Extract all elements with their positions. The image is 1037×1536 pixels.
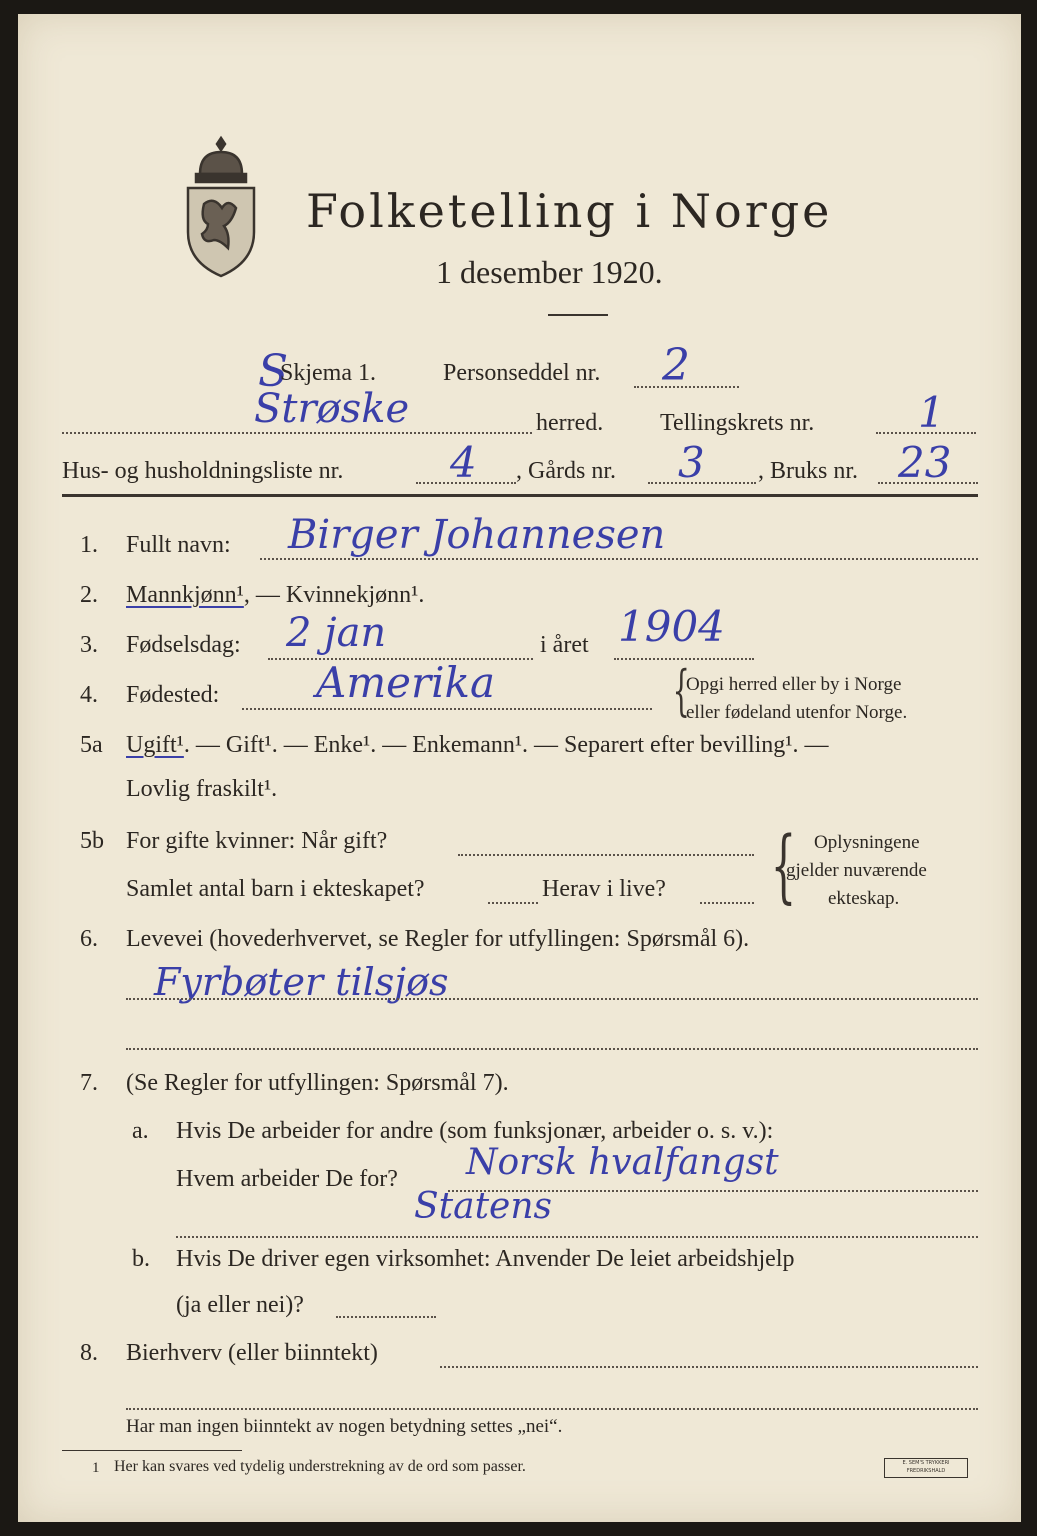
q6-value: Fyrbøter tilsjøs (154, 960, 449, 1004)
footnote-number: 1 (92, 1460, 100, 1476)
q5b-note-line2: gjelder nuværende (786, 860, 927, 881)
tellingskrets-value: 1 (918, 388, 945, 437)
q4-value: Amerika (316, 658, 496, 707)
q4-note-line2: eller fødeland utenfor Norge. (686, 702, 908, 723)
q8-label: Bierhverv (eller biinntekt) (126, 1340, 378, 1366)
q3-year-label: i året (540, 632, 589, 658)
q4-note-line1: Opgi herred eller by i Norge (686, 674, 902, 695)
q6-line1 (126, 998, 978, 1000)
herred-label: herred. (536, 410, 604, 436)
header-divider (62, 494, 978, 497)
footnote-divider (62, 1450, 242, 1451)
hus-label: Hus- og husholdningsliste nr. (62, 458, 344, 484)
coat-of-arms-icon (178, 134, 264, 284)
q2-number: 2. (80, 582, 98, 608)
q7b-line1: Hvis De driver egen virksomhet: Anvender De leiet arbeidshjelp (176, 1246, 795, 1272)
q7a-value-1: Norsk hvalfangst (466, 1142, 779, 1183)
q5a-ugift-option: Ugift¹ (126, 732, 184, 758)
q2-rest-options: , — Kvinnekjønn¹. (243, 582, 425, 608)
q7a-line2: Hvem arbeider De for? (176, 1166, 398, 1192)
personseddel-label: Personseddel nr. (443, 360, 601, 386)
q3-year-value: 1904 (618, 602, 725, 651)
q4-number: 4. (80, 682, 98, 708)
q5b-note-line1: Oplysningene (814, 832, 920, 853)
tellingskrets-label: Tellingskrets nr. (660, 410, 815, 436)
q5b-children-line (488, 902, 538, 904)
herred-value: Strøske (254, 386, 410, 432)
gards-value: 3 (678, 438, 705, 487)
q7b-letter: b. (132, 1246, 150, 1272)
q6-line2 (126, 1048, 978, 1050)
herred-line (62, 432, 532, 434)
title-divider (548, 314, 608, 316)
printer-stamp: E. SEM'S TRYKKERI FREDRIKSHALD (884, 1458, 968, 1478)
census-form-page (18, 14, 1021, 1522)
q1-label: Fullt navn: (126, 532, 231, 558)
q1-number: 1. (80, 532, 98, 558)
q4-line (242, 708, 652, 710)
note-nei: Har man ingen biinntekt av nogen betydning settes „nei“. (126, 1416, 563, 1437)
q7a-employer-line2 (176, 1236, 978, 1238)
gards-label: , Gårds nr. (516, 458, 616, 484)
q4-label: Fødested: (126, 682, 220, 708)
q5b-note-brace: { (770, 819, 797, 912)
q5a-rest-options: . — Gift¹. — Enke¹. — Enkemann¹. — Separert efter bevilling¹. — (183, 732, 829, 758)
q8-line1 (440, 1366, 978, 1368)
q6-number: 6. (80, 926, 98, 952)
q2-options (126, 582, 424, 609)
q7-label: (Se Regler for utfyllingen: Spørsmål 7). (126, 1070, 509, 1096)
q7a-letter: a. (132, 1118, 149, 1144)
q3-value: 2 jan (286, 610, 387, 656)
q5a-number: 5a (80, 732, 103, 758)
q7a-line1: Hvis De arbeider for andre (som funksjonær, arbeider o. s. v.): (176, 1118, 774, 1144)
q7b-line2: (ja eller nei)? (176, 1292, 304, 1318)
q3-number: 3. (80, 632, 98, 658)
q1-value: Birger Johannesen (288, 512, 666, 558)
q5b-alive-line (700, 902, 754, 904)
q5b-alive-label: Herav i live? (542, 876, 666, 902)
q7a-value-2: Statens (414, 1186, 553, 1227)
q8-line2 (126, 1408, 978, 1410)
q7-number: 7. (80, 1070, 98, 1096)
q5a-options (126, 732, 828, 759)
q6-label: Levevei (hovederhvervet, se Regler for utfyllingen: Spørsmål 6). (126, 926, 750, 952)
q2-male-option: Mannkjønn¹ (126, 582, 244, 608)
q5b-married-line (458, 854, 754, 856)
q7b-line (336, 1316, 436, 1318)
skjema-label: Skjema 1. (280, 360, 376, 386)
q5b-line1: For gifte kvinner: Når gift? (126, 828, 388, 854)
q5a-line2: Lovlig fraskilt¹. (126, 776, 278, 802)
q1-line (260, 558, 978, 560)
form-date: 1 desember 1920. (436, 254, 663, 290)
q4-note-brace: { (672, 659, 690, 722)
personseddel-value: 2 (662, 340, 690, 391)
q8-number: 8. (80, 1340, 98, 1366)
skjema-handwritten-S: S (258, 346, 289, 397)
bruks-value: 23 (898, 438, 952, 487)
footnote-text: Her kan svares ved tydelig understrekning av de ord som passer. (114, 1458, 526, 1475)
hus-value: 4 (450, 438, 477, 487)
q3-label: Fødselsdag: (126, 632, 241, 658)
form-title: Folketelling i Norge (306, 184, 833, 238)
q5b-note-line3: ekteskap. (828, 888, 900, 909)
q5b-number: 5b (80, 828, 104, 854)
q5b-children-label: Samlet antal barn i ekteskapet? (126, 876, 425, 902)
bruks-label: , Bruks nr. (758, 458, 859, 484)
